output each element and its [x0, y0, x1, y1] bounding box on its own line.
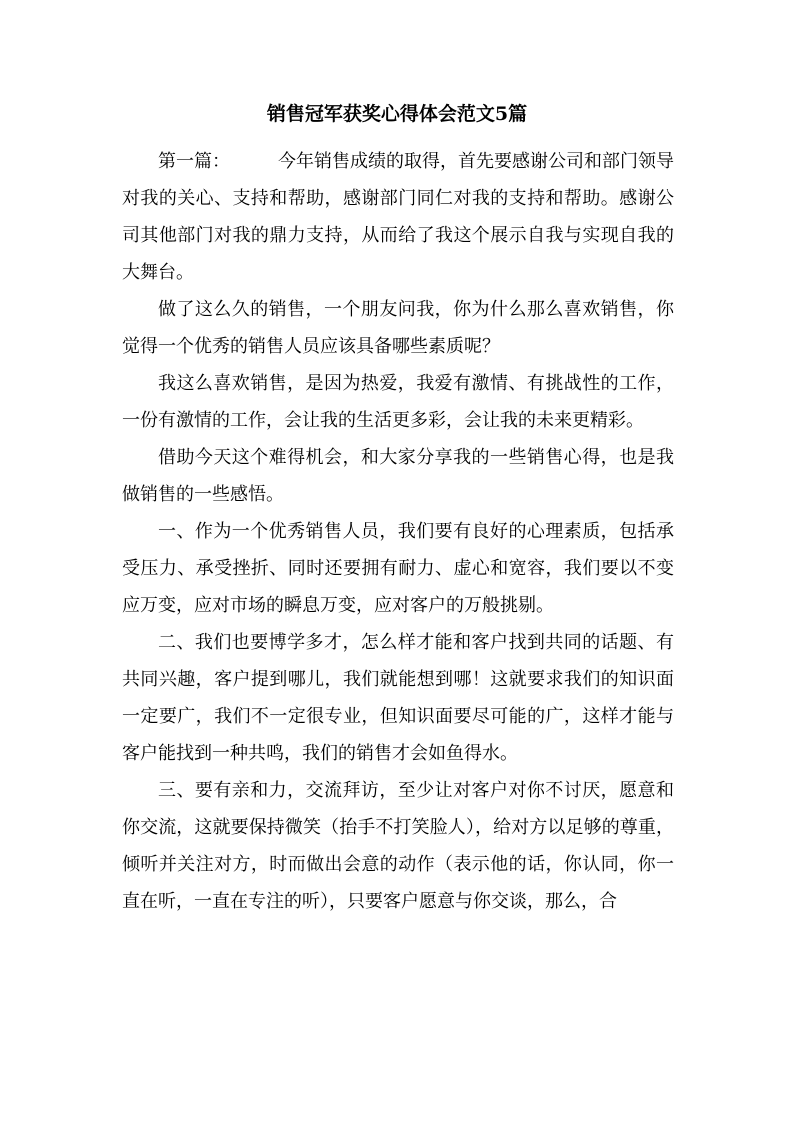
- document-body: [122, 143, 674, 920]
- paragraph-6: 二、我们也要博学多才，怎么样才能和客户找到共同的话题、有共同兴趣，客户提到哪儿，我们就能想到哪！这就要求我们的知识面一定要广，我们不一定很专业，但知识面要尽可能的广，这样才能与客户能找到一种共鸣，我们的销售才会如鱼得水。: [122, 632, 674, 764]
- paragraph-4: 借助今天这个难得机会，和大家分享我的一些销售心得，也是我做销售的一些感悟。: [122, 447, 674, 505]
- section-label: 第一篇：: [158, 151, 230, 172]
- paragraph-5: 一、作为一个优秀销售人员，我们要有良好的心理素质，包括承受压力、承受挫折、同时还要拥有耐力、虚心和宽容，我们要以不变应万变，应对市场的瞬息万变，应对客户的万般挑剔。: [122, 521, 674, 616]
- paragraph-3: 我这么喜欢销售，是因为热爱，我爱有激情、有挑战性的工作，一份有激情的工作，会让我的生活更多彩，会让我的未来更精彩。: [122, 373, 674, 431]
- paragraph-2: 做了这么久的销售，一个朋友问我，你为什么那么喜欢销售，你觉得一个优秀的销售人员应该具备哪些素质呢？: [122, 299, 674, 357]
- document-title: 销售冠军获奖心得体会范文5篇: [266, 103, 528, 125]
- paragraph-1: [122, 143, 674, 291]
- paragraph-1-text: 今年销售成绩的取得，首先要感谢公司和部门领导对我的关心、支持和帮助，感谢部门同仁对我的支持和帮助。感谢公司其他部门对我的鼎力支持，从而给了我这个展示自我与实现自我的大舞台。: [122, 151, 674, 283]
- paragraph-7: 三、要有亲和力，交流拜访，至少让对客户对你不讨厌，愿意和你交流，这就要保持微笑（抬手不打笑脸人），给对方以足够的尊重，倾听并关注对方，时而做出会意的动作（表示他的话，你认同，你一直在听，一直在专注的听），只要客户愿意与你交谈，那么，合: [122, 780, 674, 912]
